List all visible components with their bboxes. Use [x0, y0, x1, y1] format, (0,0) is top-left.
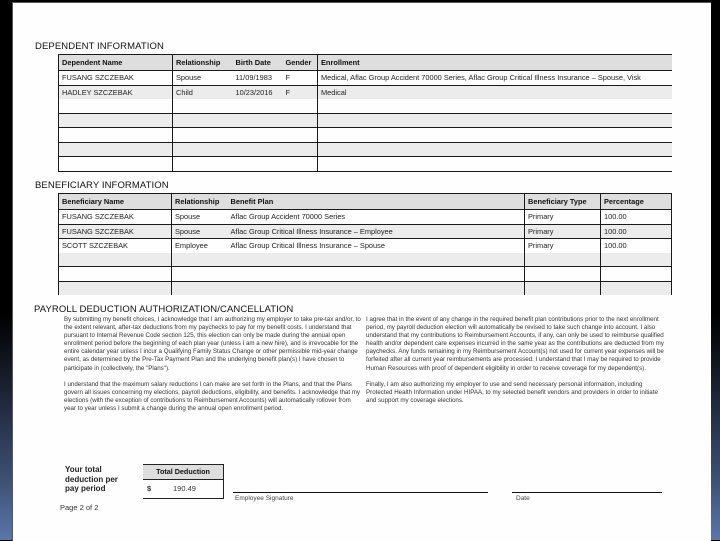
payroll-left-text — [64, 316, 364, 421]
cell — [233, 142, 283, 157]
cell: FUSANG SZCZEBAK — [59, 224, 172, 239]
cell: Spouse — [172, 224, 228, 239]
cell — [233, 113, 283, 128]
cell — [525, 281, 601, 295]
cell: FUSANG SZCZEBAK — [59, 71, 173, 86]
cell: 10/23/2016 — [233, 85, 283, 99]
cell — [525, 253, 601, 267]
beneficiary-header-row — [59, 194, 672, 210]
date-label: Date — [516, 495, 530, 502]
table-row — [59, 281, 672, 295]
cell — [283, 157, 318, 172]
cell: Primary — [525, 239, 601, 253]
cell — [525, 267, 601, 282]
payroll-paragraph-3: I agree that in the event of any change in the required benefit plan contributions prior to the next enrollment period, my payroll deduction election will automatically be revised to take such change into account. I also understand that my contributions to Reimbursement Accounts, if any, can only be used to reimburse qualified health and/or dependent care expenses incurred in the same year as the contributions are deducted from my paychecks. Any funds remaining in my Reimbursement Account(s) not used for current year expenses will be forfeited after all current year reimbursements are processed. I understand that I may be required to provide Human Resources with proof of dependent eligibility in order to receive coverage for my dependent(s). — [366, 316, 664, 372]
cell: Aflac Group Critical Illness Insurance – Spouse — [230, 241, 385, 251]
signature-line — [233, 492, 488, 493]
beneficiary-section-title: BENEFICIARY INFORMATION — [35, 180, 169, 191]
cell — [233, 99, 283, 113]
cell — [283, 99, 318, 113]
cell: Aflac Group Accident 70000 Series — [228, 210, 525, 225]
cell: 11/09/1983 — [233, 71, 283, 86]
total-deduction-value — [143, 480, 223, 498]
cell: 100.00 — [601, 239, 672, 253]
payroll-paragraph-4: Finally, I am also authorizing my employer to use and send necessary personal information, including Protected Health Information under HIPAA, to my selected benefit vendors and providers in order to initiate and support my coverage elections. — [366, 380, 658, 404]
cell — [173, 142, 233, 157]
cell — [283, 128, 318, 143]
cell: Medical — [318, 85, 672, 99]
table-row — [59, 113, 672, 128]
total-label-line: pay period — [65, 484, 106, 493]
table-row — [59, 239, 672, 253]
cell: FUSANG SZCZEBAK — [59, 210, 172, 225]
table-row — [59, 267, 672, 282]
beneficiary-table — [58, 193, 672, 295]
col-gender: Gender — [283, 55, 318, 71]
cell — [59, 157, 173, 172]
col-beneficiary-name: Beneficiary Name — [59, 194, 172, 210]
total-deduction-box — [143, 464, 224, 499]
cell — [601, 253, 672, 267]
col-enrollment: Enrollment — [318, 55, 672, 71]
col-relationship: Relationship — [173, 55, 233, 71]
document-page — [12, 2, 711, 541]
cell: Primary — [525, 224, 601, 239]
cell: 100.00 — [601, 210, 672, 225]
table-row — [59, 99, 672, 113]
cell: Medical, Aflac Group Accident 70000 Series, Aflac Group Critical Illness Insurance – Spouse, Visk — [318, 71, 672, 86]
payroll-paragraph-2: I understand that the maximum salary reductions I can make are set forth in the Plans, and that the Plans govern all issues concerning my elections, payroll deductions, eligibility, and benefits. I acknowledge that my elections (with the exception of contributions to Reimbursement Accounts) will automatically rollover from year to year unless I submit a change during the annual open enrollment period. — [64, 380, 361, 412]
date-line — [512, 492, 662, 493]
table-row — [59, 224, 672, 239]
cell — [59, 142, 173, 157]
cell: F — [283, 71, 318, 86]
cell — [59, 281, 172, 295]
table-row — [59, 253, 672, 267]
table-row — [59, 128, 672, 143]
cell: Spouse — [173, 71, 233, 86]
page-number: Page 2 of 2 — [60, 503, 99, 512]
total-label-line: deduction per — [65, 474, 118, 484]
cell: F — [283, 85, 318, 99]
payroll-paragraph-1: By submitting my benefit choices, I acknowledge that I am authorizing my employer to take pre-tax and/or, to the extent relevant, after-tax deductions from my paychecks to pay for my benefit costs. I understand that pursuant to Internal Revenue Code section 125, this election can only be made during the annual open enrollment period before the beginning of each plan year (unless I am a new hire), and is irrevocable for the entire calendar year unless I incur a Qualifying Family Status Change or other permissible mid-year change event, as determined by the Pre-Tax Payment Plan and the underlying benefit plan(s) I have chosen to participate in (collectively, the "Plans"). — [64, 316, 361, 372]
cell: Primary — [525, 210, 601, 225]
cell — [172, 267, 228, 282]
total-deduction-label — [65, 465, 118, 494]
cell — [172, 281, 228, 295]
table-row — [59, 71, 672, 86]
cell — [59, 267, 172, 282]
cell — [318, 157, 672, 172]
col-percentage: Percentage — [601, 194, 672, 210]
cell — [228, 253, 525, 267]
dependent-section-title: DEPENDENT INFORMATION — [35, 41, 164, 52]
cell — [228, 281, 525, 295]
cell — [173, 157, 233, 172]
col-relationship: Relationship — [172, 194, 228, 210]
cell — [601, 267, 672, 282]
dependent-header-row — [59, 55, 672, 71]
cell — [318, 99, 672, 113]
cell — [59, 253, 172, 267]
slide-frame-left — [0, 0, 12, 540]
total-deduction-amount: 190.49 — [173, 484, 196, 493]
payroll-section-title: PAYROLL DEDUCTION AUTHORIZATION/CANCELLATION — [34, 304, 294, 315]
cell — [59, 113, 173, 128]
cell — [318, 128, 672, 143]
col-beneficiary-type: Beneficiary Type — [525, 194, 601, 210]
slide-frame-right — [710, 0, 720, 540]
signature-label: Employee Signature — [235, 495, 294, 502]
cell: HADLEY SZCZEBAK — [59, 85, 173, 99]
table-row — [59, 142, 672, 157]
cell — [318, 113, 672, 128]
cell: Spouse — [172, 210, 228, 225]
cell — [283, 142, 318, 157]
payroll-right-text — [366, 316, 664, 413]
dependent-table — [58, 54, 672, 172]
col-dependent-name: Dependent Name — [59, 55, 173, 71]
table-row — [59, 157, 672, 172]
cell — [228, 267, 525, 282]
cell — [173, 99, 233, 113]
cell — [173, 113, 233, 128]
cell: Employee — [172, 239, 228, 253]
col-benefit-plan: Benefit Plan — [228, 194, 525, 210]
cell — [233, 157, 283, 172]
currency-symbol: $ — [147, 484, 152, 493]
cell: Child — [173, 85, 233, 99]
cell — [318, 142, 672, 157]
total-label-line: Your total — [65, 465, 102, 474]
cell — [59, 99, 173, 113]
cell — [283, 113, 318, 128]
col-birth-date: Birth Date — [233, 55, 283, 71]
table-row — [59, 85, 672, 99]
cell — [173, 128, 233, 143]
table-row — [59, 210, 672, 225]
cell — [59, 128, 173, 143]
total-deduction-header: Total Deduction — [143, 465, 223, 480]
cell: Aflac Group Critical Illness Insurance – Employee — [228, 224, 525, 239]
cell — [601, 281, 672, 295]
cell — [233, 128, 283, 143]
cell — [172, 253, 228, 267]
cell: SCOTT SZCZEBAK — [59, 239, 172, 253]
cell: 100.00 — [601, 224, 672, 239]
